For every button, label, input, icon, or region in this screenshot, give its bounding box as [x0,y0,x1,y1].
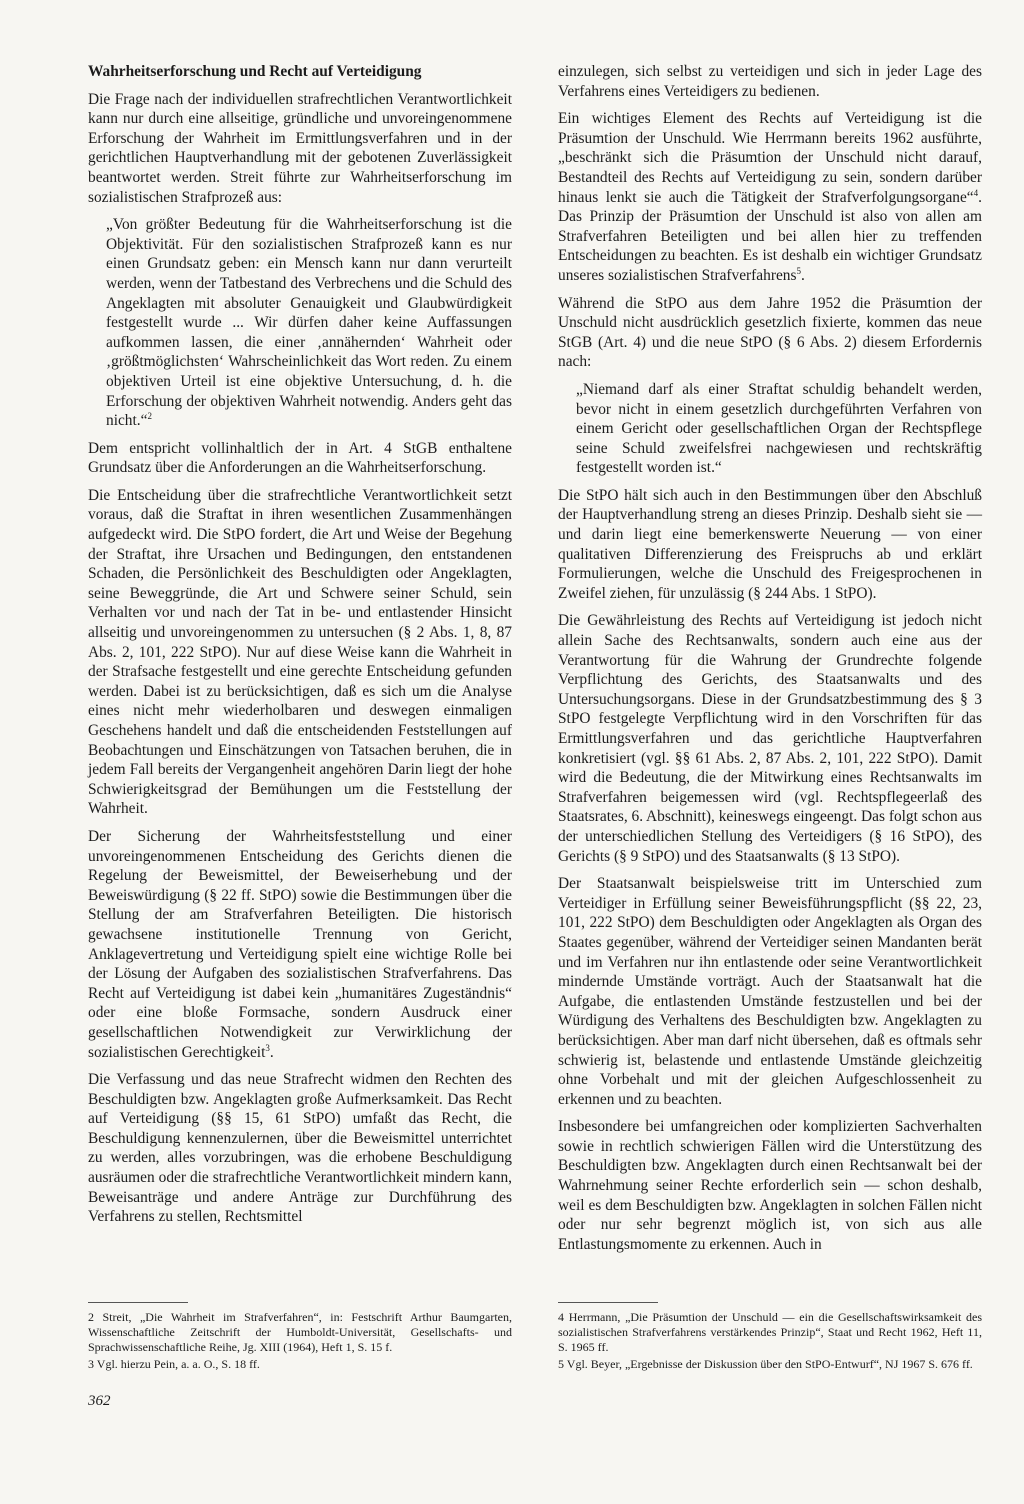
quote-text: „Von größter Bedeutung für die Wahrheitserforschung ist die Objektivität. Für den sozialistischen Strafprozeß kann es nur einen Grundsatz geben: ein Mensch kann nur dann verurteilt werden, wenn der Tatbestand des Verbrechens und die Schuld des Angeklagten mit absoluter Genauigkeit und Glaubwürdigkeit festgestellt wurde ... Wir dürfen daher keine Auffassungen aufkommen lassen, die einer ‚annähernden‘ Wahrheit oder ‚größtmöglichsten‘ Wahrscheinlichkeit das Wort reden. Zu einem objektiven Urteil ist eine objektive Untersuchung, d. h. die Erforschung der objektiven Wahrheit notwendig. Anders geht das nicht.“ [106,216,512,430]
left-column [88,62,512,1235]
paragraph: Insbesondere bei umfangreichen oder komplizierten Sachverhalten sowie in rechtlich schwierigen Fällen wird die Unterstützung des Beschuldigten bzw. Angeklagten durch einen Rechtsanwalt bei der Wahrnehmung seiner Rechte erforderlich sein — schon deshalb, weil es dem Beschuldigten bzw. Angeklagten in solchen Fällen nicht oder nur sehr begrenzt möglich ist, von sich aus alle Entlastungsmomente zu erkennen. Auch in [558,1118,982,1253]
page-number: 362 [88,1393,111,1409]
paragraph: Die Verfassung und das neue Strafrecht widmen den Rechten des Beschuldigten bzw. Angeklagten große Aufmerksamkeit. Das Recht auf Verteidigung (§§ 15, 61 StPO) umfaßt das Recht, die Beschuldigung kennenzulernen, über die Beweismittel unterrichtet zu werden, alles vorzubringen, was die erhobene Beschuldigung ausräumen oder die strafrechtliche Verantwortlichkeit mindern kann, Beweisanträge und andere Anträge zur Durchführung des Verfahrens zu stellen, Rechtsmittel [88,1071,512,1226]
paragraph: Die Frage nach der individuellen strafrechtlichen Verantwortlichkeit kann nur durch eine allseitige, gründliche und unvoreingenommene Erforschung der Wahrheit im Ermittlungsverfahren und in der gerichtlichen Hauptverhandlung mit der gebotenen Zuverlässigkeit beantwortet werden. Streit führte zur Wahrheitserforschung im sozialistischen Strafprozeß aus: [88,90,512,206]
footnote: 3 Vgl. hierzu Pein, a. a. O., S. 18 ff. [88,1357,260,1371]
footnote: 4 Herrmann, „Die Präsumtion der Unschuld — ein die Gesellschaftswirksamkeit des sozialistischen Strafverfahrens verstärkendes Prinzip“, Staat und Recht 1962, Heft 11, S. 1965 ff. [558,1310,982,1354]
paragraph: Die Gewährleistung des Rechts auf Verteidigung ist jedoch nicht allein Sache des Rechtsanwalts, sondern auch eine aus der Verantwortung für die Wahrung der Grundrechte folgende Verpflichtung des Gerichts, des Staatsanwalts und des Untersuchungsorgans. Diese in der Grundsatzbestimmung des § 3 StPO festgelegte Verpflichtung wird in den Vorschriften für das Ermittlungsverfahren und das gerichtliche Hauptverfahren konkretisiert (vgl. §§ 61 Abs. 2, 87 Abs. 2, 101, 222 StPO). Damit wird die Bedeutung, die der Mitwirkung eines Rechtsanwalts im Strafverfahren beigemessen wird (vgl. Rechtspflegeerlaß des Staatsrates, 6. Abschnitt), keineswegs eingeengt. Das folgt schon aus der unterschiedlichen Stellung des Verteidigers (§ 16 StPO), des Gerichts (§ 9 StPO) und des Staatsanwalts (§ 13 StPO). [558,612,983,865]
block-quote [106,215,512,431]
block-quote: „Niemand darf als einer Straftat schuldig behandelt werden, bevor nicht in einem gesetzlich durchgeführten Verfahren von einem Gericht oder gesellschaftlichen Organ der Rechtspflege seine Schuld zweifelsfrei nachgewiesen und rechtskräftig festgestellt worden ist.“ [576,380,982,477]
footnote-divider [558,1302,658,1303]
paragraph: Während die StPO aus dem Jahre 1952 die Präsumtion der Unschuld nicht ausdrücklich gesetzlich fixierte, kommen das neue StGB (Art. 4) und die neue StPO (§ 6 Abs. 2) diesem Erfordernis nach: [558,294,982,371]
left-footnotes [88,1310,512,1374]
paragraph: Die StPO hält sich auch in den Bestimmungen über den Abschluß der Hauptverhandlung streng an dieses Prinzip. Deshalb sieht sie — und darin liegt eine bemerkenswerte Neuerung — von einer qualitativen Differenzierung des Freispruchs ab und erklärt Formulierungen, welche die Unschuld des Freigesprochenen in Zweifel ziehen, für unzulässig (§ 244 Abs. 1 StPO). [558,486,982,602]
footnote-ref: 5 [796,265,801,276]
paragraph: Ein wichtiges Element des Rechts auf Verteidigung ist die Präsumtion der Unschuld. Wie Herrmann bereits 1962 ausführte, „beschränkt sich die Präsumtion der Unschuld nicht darauf, Bestandteil des Rechts auf Verteidigung zu sein, sondern darüber hinaus lenkt sie auch die Tätigkeit der Strafverfolgungsorgane“$^4$. Das Prinzip der Präsumtion der Unschuld ist also von allen am Strafverfahren Beteiligten und bei allen hier zu treffenden Entscheidungen zu beachten. Es ist deshalb ein wichtiger Grundsatz unseres sozialistischen Strafverfahrens$^5$. [558,110,982,284]
paragraph-text: Ein wichtiges Element des Rechts auf Verteidigung ist die Präsumtion der Unschuld. Wie Herrmann bereits 1962 ausführte, „beschränkt sich die Präsumtion der Unschuld nicht darauf, Bestandteil des Rechts auf Verteidigung zu sein, sondern darüber hinaus lenkt sie auch die Tätigkeit der Strafverfolgungsorgane“ [558,110,982,206]
paragraph: Der Sicherung der Wahrheitsfeststellung und einer unvoreingenommenen Entscheidung des Gerichts dienen die Regelung der Beweismittel, der Beweiserhebung und der Beweiswürdigung (§ 22 ff. StPO) sowie die Bestimmungen über die Stellung der am Strafverfahren Beteiligten. Die historisch gewachsene institutionelle Trennung von Gericht, Anklagevertretung und Verteidigung spielt eine wichtige Rolle bei der Lösung der Aufgaben des sozialistischen Strafverfahrens. Das Recht auf Verteidigung ist dabei kein „humanitäres Zugeständnis“ oder eine bloße Formsache, sondern Ausdruck einer gesellschaftlichen Notwendigkeit zur Verwirklichung der sozialistischen Gerechtigkeit$^3$. [88,827,512,1061]
paragraph: Die Entscheidung über die strafrechtliche Verantwortlichkeit setzt voraus, daß die Straftat in ihren wesentlichen Zusammenhängen aufgedeckt wird. Die StPO fordert, die Art und Weise der Begehung der Straftat, ihre Ursachen und Bedingungen, den entstandenen Schaden, die Persönlichkeit des Beschuldigten oder Angeklagten, seine Beweggründe, die Art und Schwere seiner Schuld, sein Verhalten vor und nach der Tat in be- und entlastender Hinsicht allseitig und unvoreingenommen zu untersuchen (§ 2 Abs. 1, 8, 87 Abs. 2, 101, 222 StPO). Nur auf diese Weise kann die Wahrheit in der Strafsache festgestellt und eine gerechte Entscheidung gefunden werden. Dabei ist zu berücksichtigen, daß es sich um die Analyse eines nicht mehr wiederholbaren und deswegen einmaligen Geschehens handelt und daß die entscheidenden Feststellungen auf Beobachtungen und Einschätzungen von Tatsachen beruhen, die in jedem Fall bereits der Vergangenheit angehören Darin liegt der hohe Schwierigkeitsgrad der Bemühungen um die Feststellung der Wahrheit. [88,486,512,818]
footnote-ref: 3 [265,1042,270,1053]
footnote: 2 Streit, „Die Wahrheit im Strafverfahren“, in: Festschrift Arthur Baumgarten, Wissenschaftliche Zeitschrift der Humboldt-Universität, Gesellschafts- und Sprachwissenschaftliche Reihe, Jg. XIII (1964), Heft 1, S. 15 f. [88,1310,512,1354]
section-heading: Wahrheitserforschung und Recht auf Verteidigung [88,63,422,80]
right-column [558,62,982,1262]
footnote-divider [88,1302,188,1303]
footnote-ref: 4 [973,187,979,198]
paragraph-text: Das Prinzip der Präsumtion der Unschuld ist also von allen am Strafverfahren Beteiligten und bei allen hier zu treffenden Entscheidungen zu beachten. Es ist deshalb ein wichtiger Grundsatz unseres sozialistischen Strafverfahrens [558,208,982,284]
footnote: 5 Vgl. Beyer, „Ergebnisse der Diskussion über den StPO-Entwurf“, NJ 1967 S. 676 ff. [558,1357,973,1371]
paragraph-text: Der Sicherung der Wahrheitsfeststellung und einer unvoreingenommenen Entscheidung des Gerichts dienen die Regelung der Beweismittel, der Beweiserhebung und der Beweiswürdigung (§ 22 ff. StPO) sowie die Bestimmungen über die Stellung der am Strafverfahren Beteiligten. Die historisch gewachsene institutionelle Trennung von Gericht, Anklagevertretung und Verteidigung spielt eine wichtige Rolle bei der Lösung der Aufgaben des sozialistischen Strafverfahrens. Das Recht auf Verteidigung ist dabei kein „humanitäres Zugeständnis“ oder eine bloße Formsache, sondern Ausdruck einer gesellschaftlichen Notwendigkeit zur Verwirklichung der sozialistischen Gerechtigkeit [88,827,512,1061]
paragraph: einzulegen, sich selbst zu verteidigen und sich in jeder Lage des Verfahrens eines Verteidigers zu bedienen. [558,63,982,100]
right-footnotes [558,1310,982,1374]
paragraph: Dem entspricht vollinhaltlich der in Art. 4 StGB enthaltene Grundsatz über die Anforderungen an die Wahrheitserforschung. [88,439,512,477]
paragraph: Der Staatsanwalt beispielsweise tritt im Unterschied zum Verteidiger in Erfüllung seiner Beweisführungspflicht (§§ 22, 23, 101, 222 StPO) dem Beschuldigten oder Angeklagten als Organ des Staates gegenüber, während der Verteidiger seinen Mandanten berät und im Verfahren nur ihn entlastende oder seine Verantwortlichkeit mindernde Umstände vorträgt. Auch der Staatsanwalt hat die Aufgabe, die entlastenden Umstände festzustellen und bei der Würdigung des Verhaltens des Beschuldigten bzw. Angeklagten zu berücksichtigen. Aber man darf nicht übersehen, daß es oftmals sehr schwierig ist, belastende und entlastende Umstände gleichzeitig ohne Vorbehalt und mit der gleichen Aufgeschlossenheit zu erkennen und zu beachten. [558,875,982,1108]
footnote-ref: 2 [147,410,152,421]
